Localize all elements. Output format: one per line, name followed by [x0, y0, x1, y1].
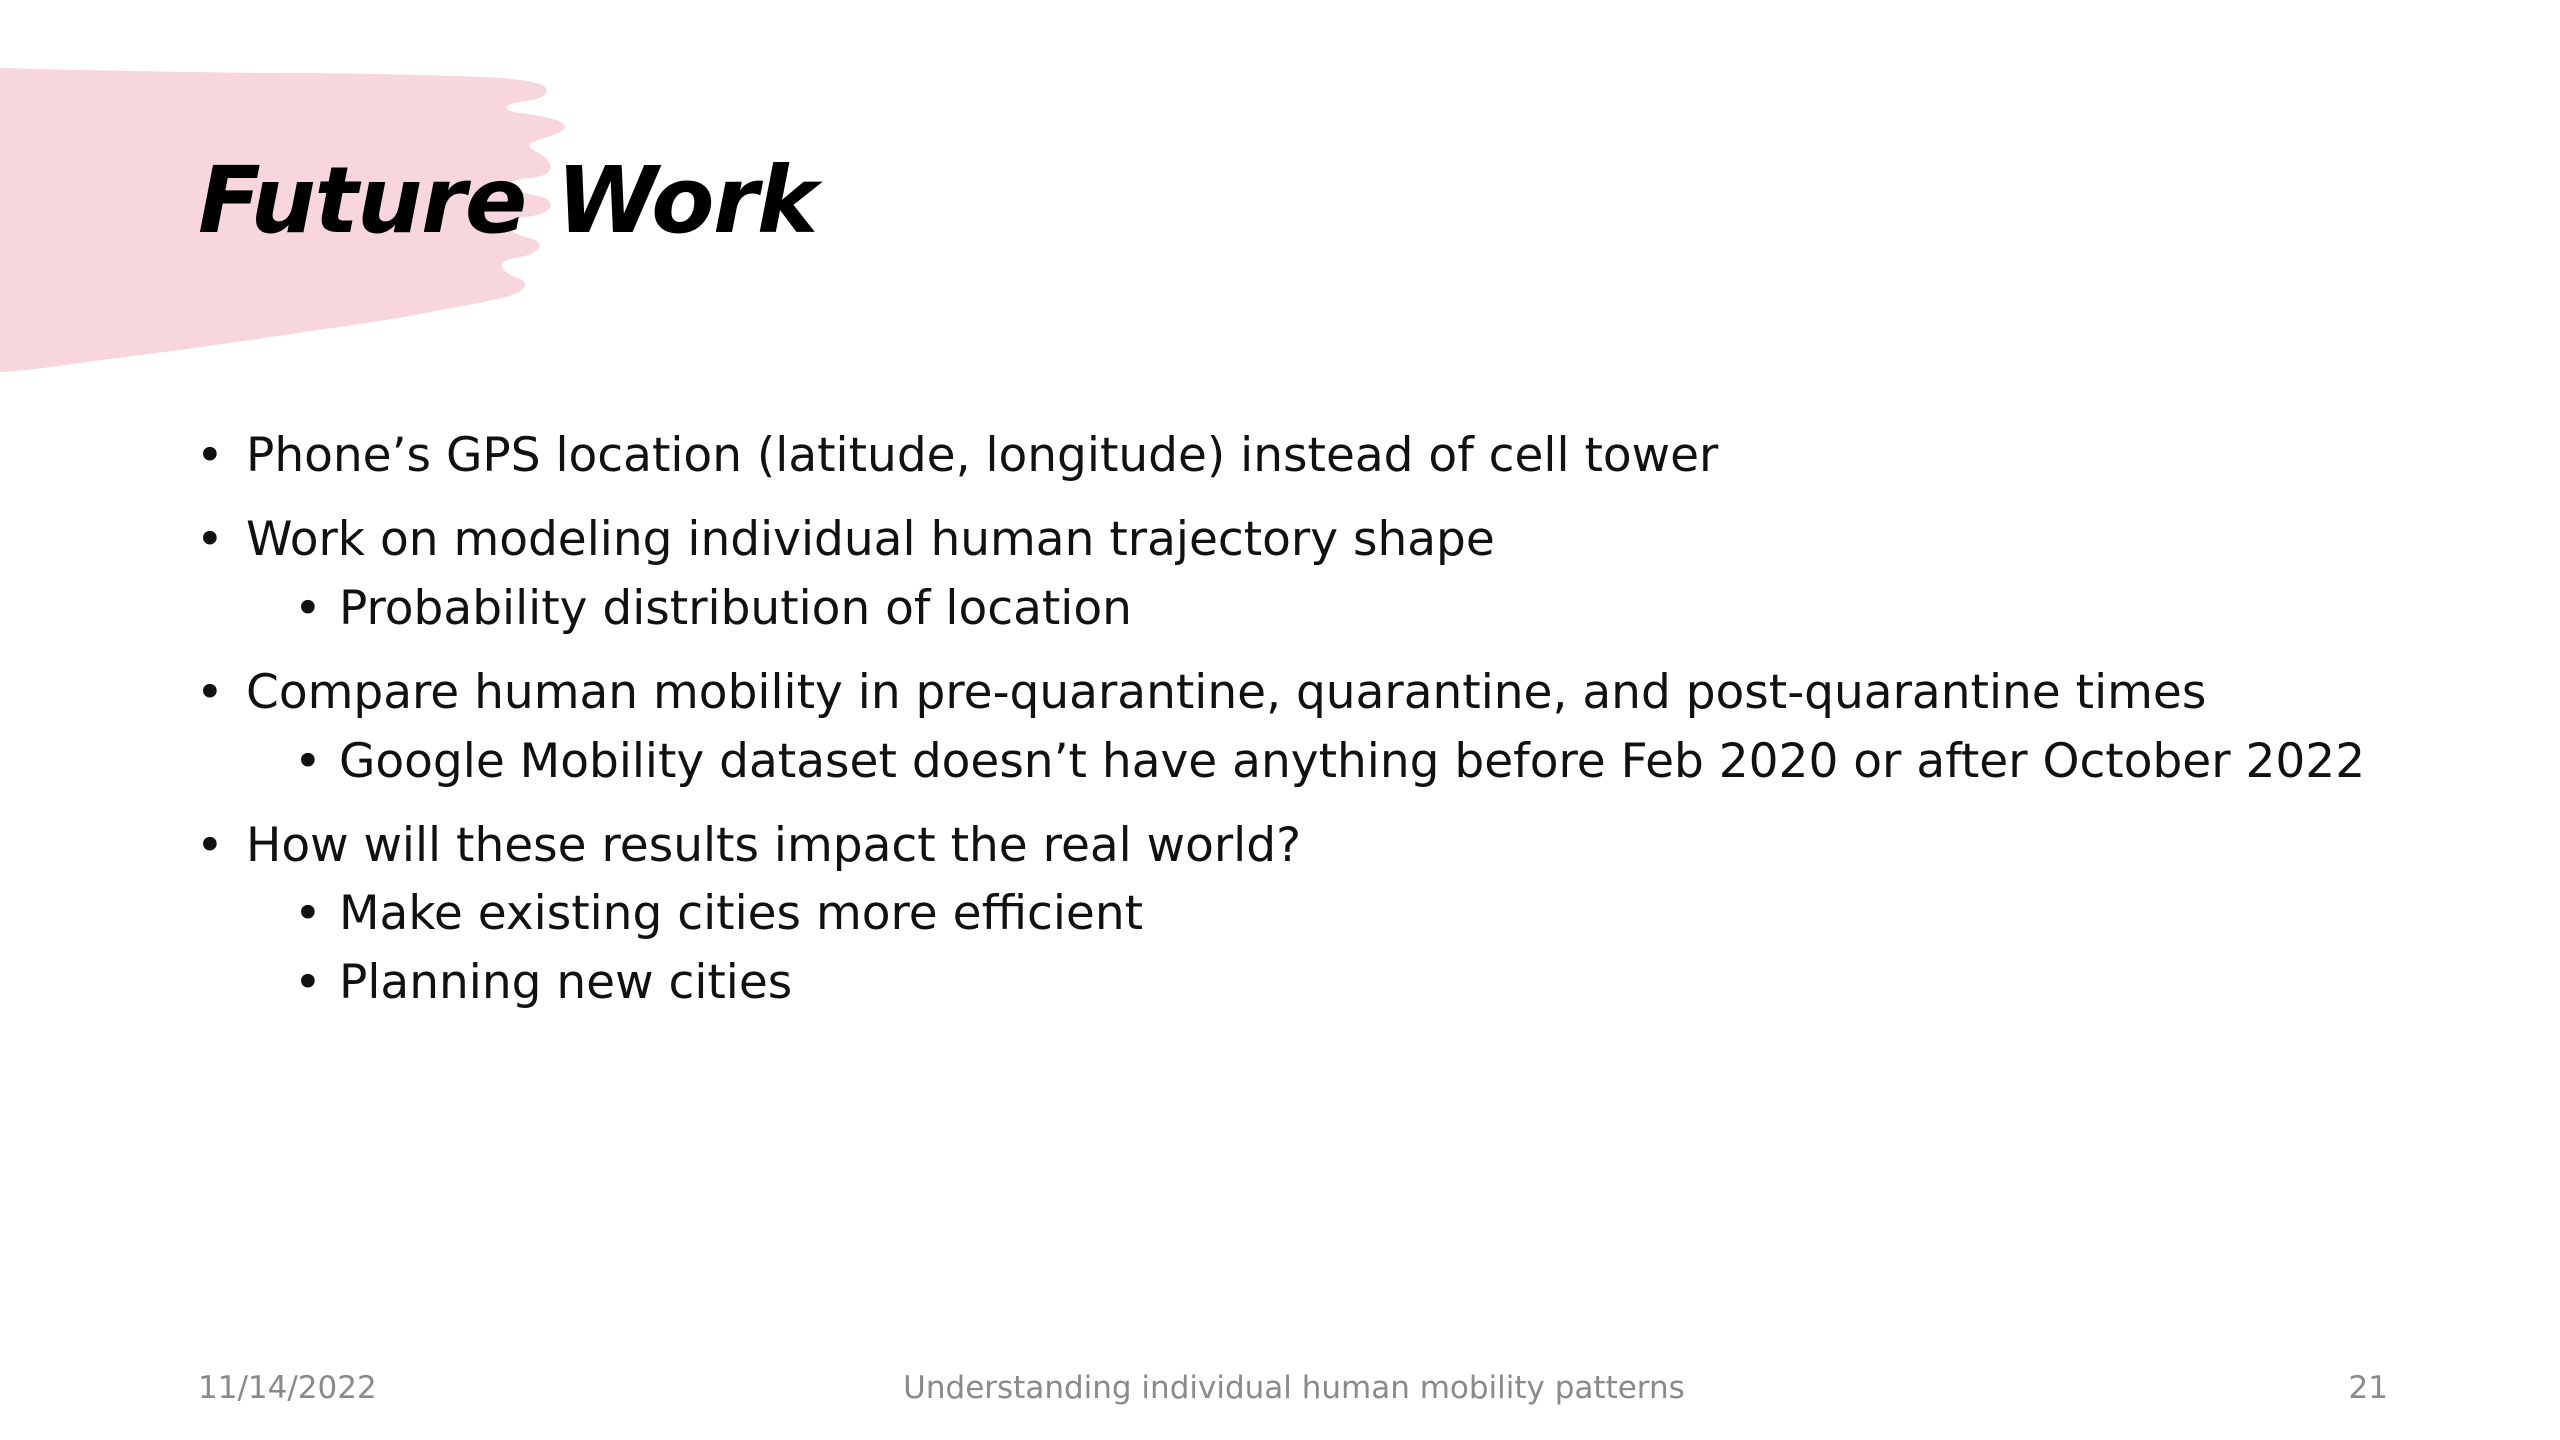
sub-bullet-dot: • [294, 733, 322, 789]
bullet-item-gps-location [196, 428, 2416, 484]
bullet-dot: • [196, 665, 224, 721]
footer-title: Understanding individual human mobility patterns [903, 1370, 1685, 1406]
sub-bullet-text-existing-cities: Make existing cities more efficient [339, 886, 1144, 942]
sub-bullet-item-google-mobility [294, 734, 2416, 790]
slide-title: Future Work [198, 147, 817, 254]
bullet-text-real-world-impact: How will these results impact the real world? [246, 817, 1302, 873]
bullet-text-trajectory-modeling: Work on modeling individual human trajectory shape [246, 512, 1495, 568]
sub-bullet-item-existing-cities [294, 886, 2416, 942]
bullet-dot: • [196, 817, 224, 873]
bullet-dot: • [196, 428, 224, 483]
sub-bullet-text-google-mobility: Google Mobility dataset doesn’t have anything before Feb 2020 or after October 2022 [339, 733, 2366, 789]
footer-date: 11/14/2022 [198, 1370, 377, 1406]
bullet-list [196, 428, 2416, 1011]
bullet-item-compare-mobility [196, 665, 2416, 721]
bullet-text-compare-mobility: Compare human mobility in pre-quarantine, quarantine, and post-quarantine times [246, 665, 2207, 721]
sub-bullet-dot: • [294, 580, 322, 636]
bullet-text-gps-location: Phone’s GPS location (latitude, longitude) instead of cell tower [246, 428, 1719, 483]
sub-bullet-dot: • [294, 954, 322, 1010]
bullet-item-real-world-impact [196, 818, 2416, 874]
sub-bullet-text-new-cities: Planning new cities [339, 954, 793, 1010]
bullet-dot: • [196, 512, 224, 568]
sub-bullet-item-new-cities [294, 955, 2416, 1011]
bullet-item-trajectory-modeling [196, 512, 2416, 568]
sub-bullet-dot: • [294, 886, 322, 942]
sub-bullet-text-probability-distribution: Probability distribution of location [339, 580, 1132, 636]
page-number: 21 [2348, 1370, 2388, 1406]
sub-bullet-item-probability-distribution [294, 581, 2416, 637]
